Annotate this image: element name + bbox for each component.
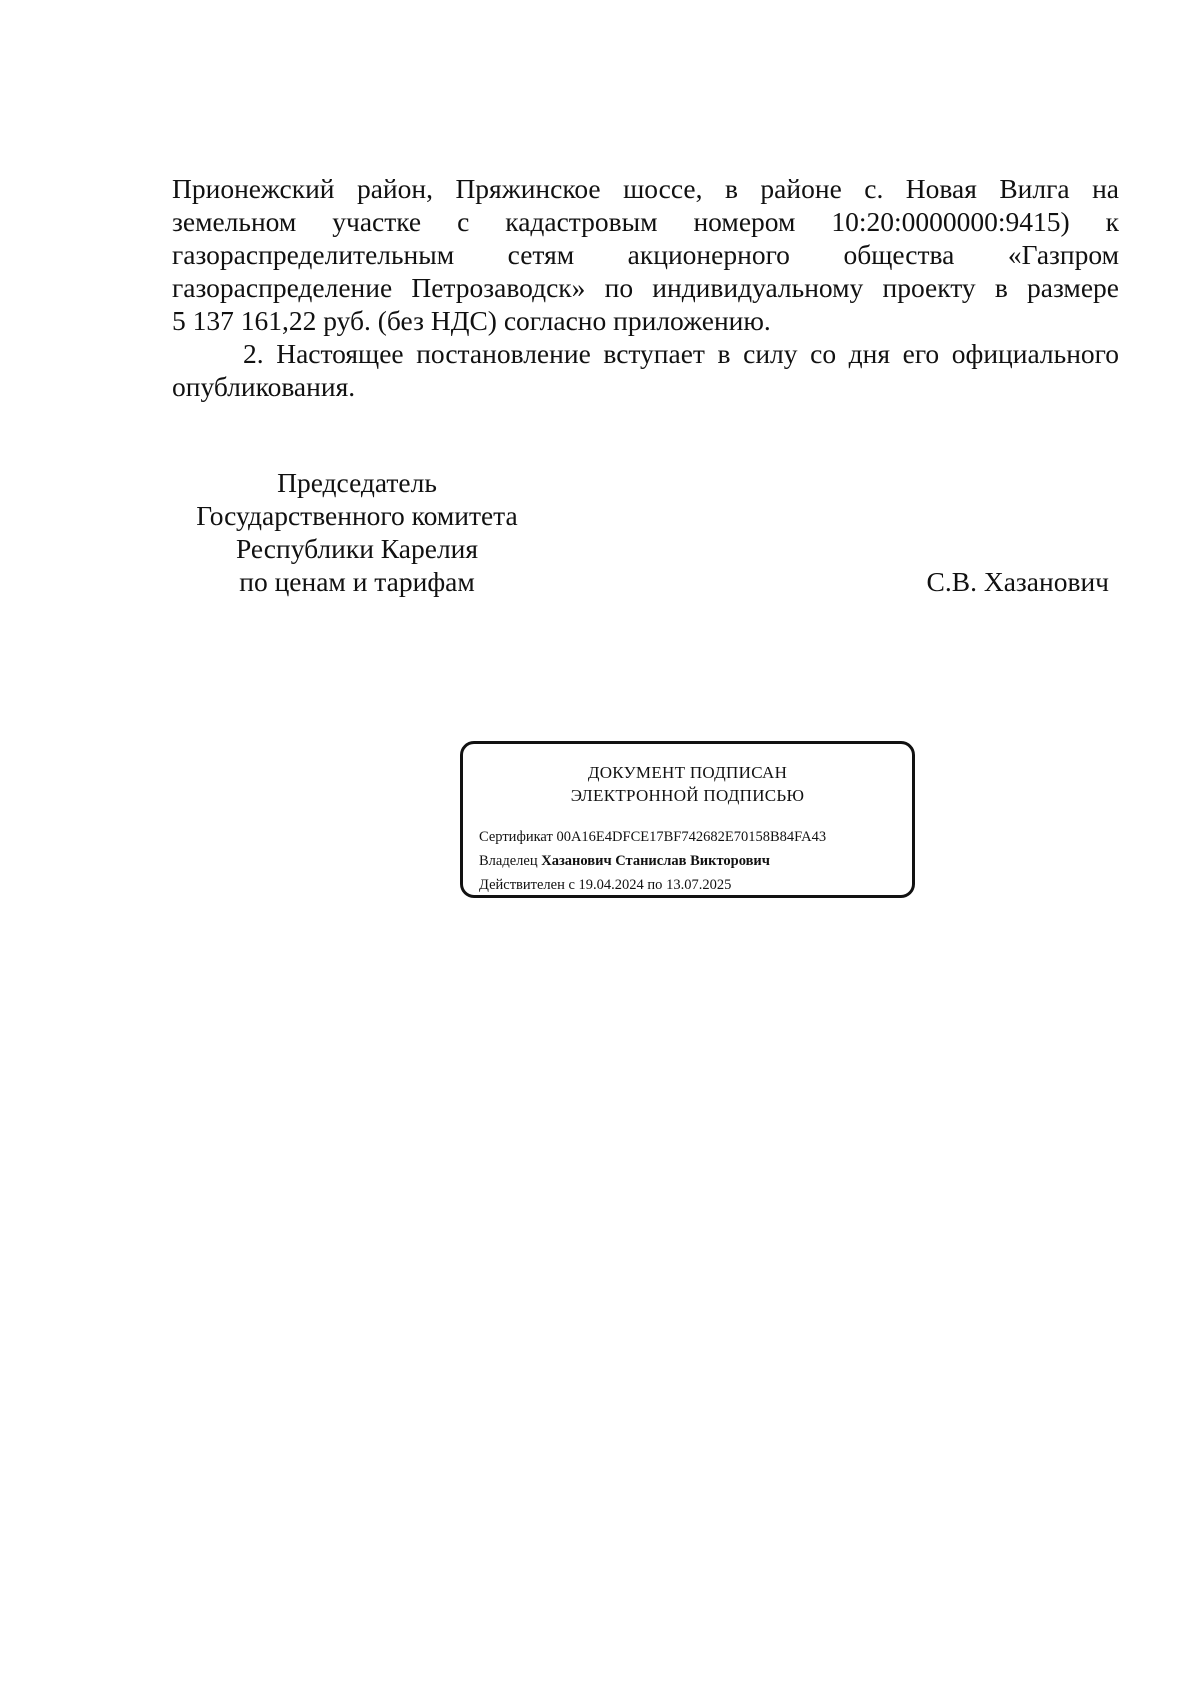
certificate-row bbox=[479, 825, 826, 849]
paragraph-line: газораспределительным сетям акционерного общества «Газпром bbox=[172, 239, 1119, 270]
valid-from: 19.04.2024 bbox=[578, 877, 644, 893]
signatory-title-line: Республики Карелия bbox=[235, 533, 479, 564]
validity-row bbox=[479, 873, 826, 897]
paragraph-line: опубликования. bbox=[172, 371, 356, 402]
paragraph-line: Прионежский район, Пряжинское шоссе, в районе с. Новая Вилга на bbox=[172, 173, 1119, 204]
signatory-name: С.В. Хазанович bbox=[926, 566, 1109, 597]
stamp-header-line: ЭЛЕКТРОННОЙ ПОДПИСЬЮ bbox=[570, 786, 805, 805]
valid-to: 13.07.2025 bbox=[666, 877, 732, 893]
valid-to-label: по bbox=[647, 877, 663, 893]
signatory-title bbox=[172, 466, 542, 598]
paragraph-line: 5 137 161,22 руб. (без НДС) согласно приложению. bbox=[172, 305, 771, 336]
signatory-title-line: Председатель bbox=[277, 467, 437, 498]
paragraph-line: 2. Настоящее постановление вступает в силу со дня его официального bbox=[243, 338, 1119, 369]
valid-label: Действителен с bbox=[479, 877, 575, 893]
signatory-title-line: Государственного комитета bbox=[196, 500, 518, 531]
paragraph-line: земельном участке с кадастровым номером 10:20:0000000:9415) к bbox=[172, 206, 1119, 237]
body-text bbox=[172, 172, 1119, 403]
owner-label: Владелец bbox=[479, 853, 538, 869]
stamp-header bbox=[463, 761, 912, 807]
paragraph-1 bbox=[172, 172, 1119, 337]
paragraph-line: газораспределение Петрозаводск» по индивидуальному проекту в размере bbox=[172, 272, 1119, 303]
owner-value: Хазанович Станислав Викторович bbox=[541, 853, 770, 869]
certificate-value: 00A16E4DFCE17BF742682E70158B84FA43 bbox=[556, 829, 827, 845]
stamp-header-line: ДОКУМЕНТ ПОДПИСАН bbox=[587, 763, 788, 782]
paragraph-2 bbox=[172, 337, 1119, 403]
signatory-title-line: по ценам и тарифам bbox=[239, 566, 475, 597]
electronic-signature-stamp bbox=[460, 741, 915, 898]
stamp-details bbox=[479, 825, 826, 897]
owner-row bbox=[479, 849, 826, 873]
certificate-label: Сертификат bbox=[479, 829, 553, 845]
